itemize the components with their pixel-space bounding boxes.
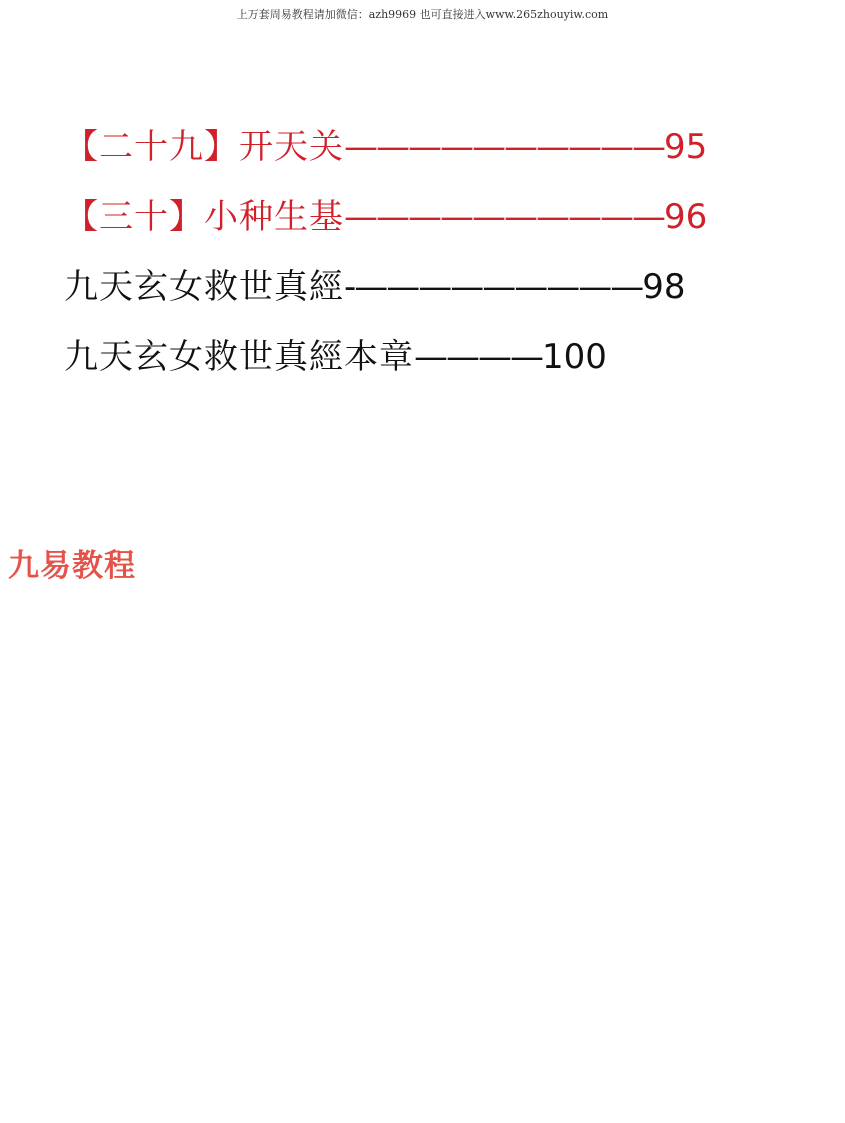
toc-entry-page: 100 — [542, 337, 607, 377]
table-of-contents — [64, 112, 707, 392]
toc-entry-title: 九天玄女救世真經本章 — [64, 337, 414, 377]
toc-entry-page: 98 — [642, 267, 686, 307]
toc-entry[interactable] — [64, 112, 707, 182]
toc-entry-leader: ———— — [414, 337, 542, 377]
toc-entry-title: 【二十九】开天关 — [64, 127, 344, 167]
header-note: 上万套周易教程请加微信：azh9969 也可直接进入www.265zhouyiw.com — [236, 8, 609, 21]
watermark-logo: 九易教程 — [8, 548, 136, 584]
toc-entry-leader: —————————— — [344, 197, 664, 237]
toc-entry[interactable] — [64, 182, 707, 252]
toc-entry-leader: -————————— — [344, 267, 643, 307]
toc-entry-page: 95 — [664, 127, 708, 167]
toc-entry[interactable] — [64, 252, 707, 322]
toc-entry[interactable] — [64, 322, 707, 392]
toc-entry-title: 【三十】小种生基 — [64, 197, 344, 237]
toc-entry-page: 96 — [664, 197, 708, 237]
toc-entry-title: 九天玄女救世真經 — [64, 267, 344, 307]
toc-entry-leader: —————————— — [344, 127, 664, 167]
